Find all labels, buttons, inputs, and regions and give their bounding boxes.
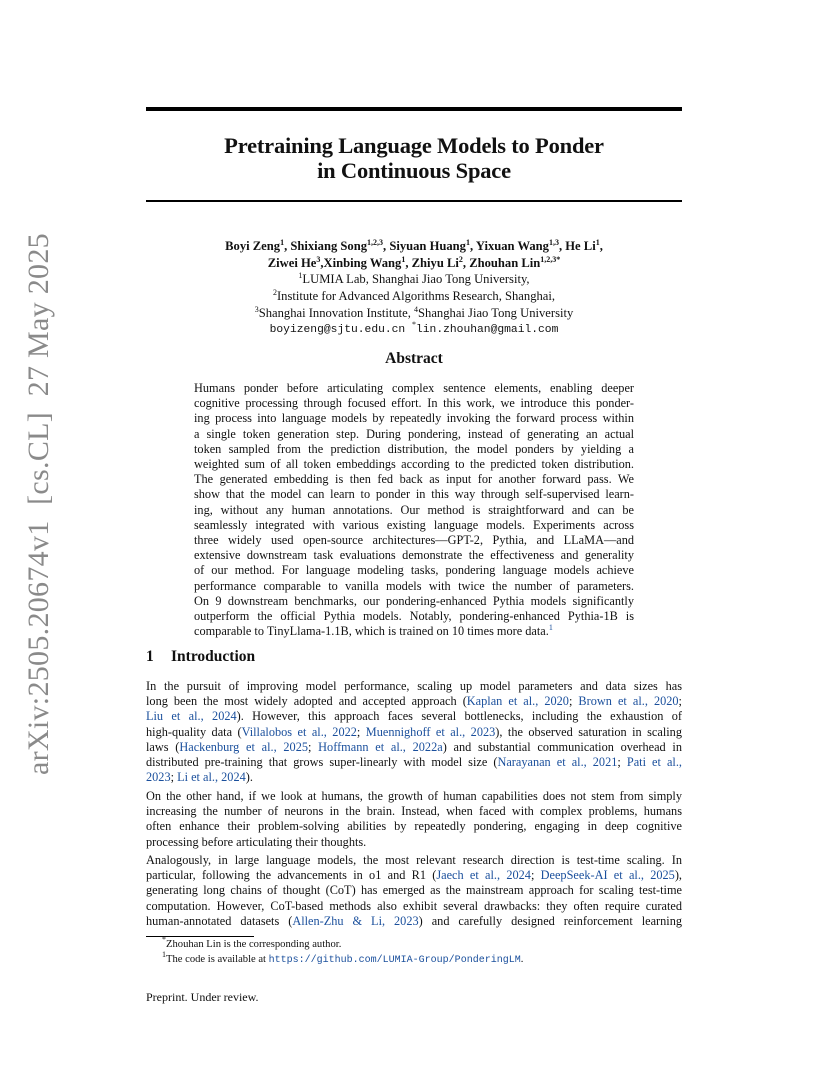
footnote-mark: 1 xyxy=(162,949,166,959)
citation-link[interactable]: Allen-Zhu & Li, 2023 xyxy=(292,913,419,928)
section-number: 1 xyxy=(146,648,154,665)
abstract-line xyxy=(194,624,634,639)
footnote-text: . xyxy=(520,953,524,965)
text: ). xyxy=(245,770,253,785)
para-line: In the pursuit of improving model performance, scaling up model parameters and data sizes has xyxy=(146,679,682,693)
text: particular, following the advancements in o1 and R1 ( xyxy=(146,868,437,883)
citation-link[interactable]: Hoffmann et al., 2022a xyxy=(318,739,443,754)
para-line xyxy=(146,868,682,883)
text: ; xyxy=(308,739,319,754)
author-line-2: Ziwei He$^3$,Xinbing Wang$^1$, Zhiyu Li$^2$, Zhouhan Lin$^{1,2,3*}$ xyxy=(267,254,561,270)
para-line: computation. However, CoT-based methods also exhibit several drawbacks: they often require curated xyxy=(146,898,682,913)
intro-paragraph-3 xyxy=(146,853,682,929)
email-link[interactable]: lin.zhouhan@gmail.com xyxy=(416,323,559,336)
abstract-line: token sampled from the prediction distribution, the model ponders by yielding a xyxy=(194,441,634,456)
affiliation-mark: 1 xyxy=(280,238,285,247)
para-line: often enhance their problem-solving abilities by repeatedly pondering, engaging in deep cognitive xyxy=(146,819,682,834)
affiliation-mark: 1,2,3 xyxy=(367,238,384,247)
email-link[interactable]: boyizeng@sjtu.edu.cn xyxy=(269,323,406,336)
title-line-2: in Continuous Space xyxy=(317,158,511,183)
author-block xyxy=(146,238,682,338)
affiliation-mark: 2 xyxy=(272,288,277,298)
text: high-quality data ( xyxy=(146,724,242,739)
code-url-link[interactable]: https://github.com/LUMIA-Group/PonderingLM xyxy=(268,954,521,966)
title-top-rule xyxy=(146,107,682,111)
affiliation-1 xyxy=(146,271,682,288)
para-line xyxy=(146,914,682,929)
author-name: Siyuan Huang xyxy=(389,239,466,253)
para-line: processing before articulating their thoughts. xyxy=(146,834,367,849)
text: ; xyxy=(530,868,541,883)
affiliation-mark: 1,2,3* xyxy=(540,254,561,264)
section-heading-introduction xyxy=(146,648,255,666)
abstract-last-text: comparable to TinyLlama-1.1B, which is trained on 10 times more data. xyxy=(194,624,549,639)
para-line xyxy=(146,755,682,770)
text: laws ( xyxy=(146,739,180,754)
citation-link[interactable]: Pati et al., xyxy=(626,755,682,770)
text: distributed pre-training that grows super-linearly with model size ( xyxy=(146,755,498,770)
text: ), the observed saturation in scaling xyxy=(495,724,682,739)
title-bottom-rule xyxy=(146,200,682,202)
para-line xyxy=(146,770,682,785)
para-line xyxy=(146,694,682,709)
affiliation-text: Shanghai Jiao Tong University xyxy=(418,305,574,320)
section-title: Introduction xyxy=(171,648,256,665)
citation-link[interactable]: Villalobos et al., 2022 xyxy=(241,724,357,739)
author-name: Zhouhan Lin xyxy=(469,255,541,270)
footnotes xyxy=(162,935,524,968)
author-name: Boyi Zeng xyxy=(225,239,281,253)
abstract-line: extensive downstream task evaluations demonstrate the effectiveness and generality xyxy=(194,548,634,563)
author-name: Xinbing Wang xyxy=(323,255,402,270)
citation-link[interactable]: Jaech et al., 2024 xyxy=(436,868,531,883)
affiliation-2 xyxy=(146,288,682,305)
para-line: increasing the number of neurons in the brain. Instead, when faced with complex problems, humans xyxy=(146,804,682,819)
footnote-code xyxy=(162,949,524,969)
abstract-line: outperform the official Pythia models. Notably, pondering-enhanced Pythia-1B is xyxy=(194,609,634,624)
abstract-body xyxy=(194,381,634,639)
text: human-annotated datasets ( xyxy=(146,913,293,928)
affiliation-mark: 4 xyxy=(414,304,419,314)
abstract-line: weighted sum of all token embeddings according to the predicted token distribution. xyxy=(194,457,634,472)
intro-paragraph-2 xyxy=(146,789,682,850)
preprint-footer: Preprint. Under review. xyxy=(146,990,259,1004)
text: ; xyxy=(678,694,682,709)
text: ). However, this approach faces several bottlenecks, including the exhaustion of xyxy=(236,709,682,724)
footnote-link[interactable]: 1 xyxy=(548,623,553,633)
abstract-line: show that the model can learn to ponder in this way through self-supervised learn- xyxy=(194,487,634,502)
affiliation-mark: 1 xyxy=(465,238,470,247)
affiliation-mark: 3 xyxy=(316,254,321,264)
abstract-line: three widely used open-source architectures—GPT-2, Pythia, and LLaMA—and xyxy=(194,533,634,548)
abstract-line: cognitive processing through focused effort. In this work, we introduce this ponder- xyxy=(194,396,634,411)
paper-title xyxy=(146,133,682,183)
para-line xyxy=(146,725,682,740)
author-name: He Li xyxy=(565,239,596,253)
text: ; xyxy=(356,724,366,739)
citation-link[interactable]: 2023 xyxy=(146,770,171,785)
arxiv-identifier: arXiv:2505.20674v1 [cs.CL] 27 May 2025 xyxy=(22,233,55,775)
footnote-mark: * xyxy=(162,935,166,944)
author-line-1: Boyi Zeng$^1$, Shixiang Song$^{1,2,3}$, Siyuan Huang$^1$, Yixuan Wang$^{1,3}$, He Li$^1$, xyxy=(225,238,603,253)
para-line: generating long chains of thought (CoT) has emerged as the mainstream approach for scaling test-time xyxy=(146,883,682,898)
citation-link[interactable]: Li et al., 2024 xyxy=(177,770,246,785)
citation-link[interactable]: Narayanan et al., 2021 xyxy=(497,755,618,770)
text: ), xyxy=(674,868,682,883)
affiliation-mark: 3 xyxy=(254,304,259,314)
citation-link[interactable]: Brown et al., 2020 xyxy=(578,694,679,709)
text: ) and carefully designed reinforcement learning xyxy=(418,913,682,928)
citation-link[interactable]: Liu et al., 2024 xyxy=(146,709,237,724)
text: ) and substantial communication overhead in xyxy=(442,739,682,754)
affiliation-text: Institute for Advanced Algorithms Research, Shanghai, xyxy=(276,289,556,304)
author-name: Ziwei He xyxy=(267,255,317,270)
text: ; xyxy=(568,694,579,709)
title-line-1: Pretraining Language Models to Ponder xyxy=(224,133,604,158)
citation-link[interactable]: Muennighoff et al., 2023 xyxy=(365,724,496,739)
affiliation-mark: 1 xyxy=(298,271,303,281)
para-line xyxy=(146,740,682,755)
affiliation-text: LUMIA Lab, Shanghai Jiao Tong University, xyxy=(302,272,530,287)
author-name: Yixuan Wang xyxy=(475,239,549,253)
citation-link[interactable]: DeepSeek-AI et al., 2025 xyxy=(540,868,675,883)
abstract-line: The generated embedding is then fed back as input for another forward pass. We xyxy=(194,472,634,487)
affiliation-mark: 1 xyxy=(401,254,406,264)
abstract-heading: Abstract xyxy=(385,350,443,367)
abstract-line: performance comparable to vanilla models with twice the number of parameters. xyxy=(194,578,634,593)
affiliation-mark: 1 xyxy=(595,238,600,247)
text: long been the most widely adopted and accepted approach ( xyxy=(146,694,467,709)
abstract-line: a single token generation step. During pondering, instead of generating an actual xyxy=(194,426,634,441)
email-line xyxy=(146,319,682,339)
footnote-corresponding xyxy=(162,935,523,953)
abstract-line: of our method. For language modeling tasks, pondering language models achieve xyxy=(194,563,634,578)
abstract-line: ing process into language models by repeatedly invoking the forward process within xyxy=(194,411,634,426)
arxiv-stamp xyxy=(0,0,60,1072)
para-line: Analogously, in large language models, the most relevant research direction is test-time scaling. In xyxy=(146,853,682,867)
text: ; xyxy=(617,755,627,770)
corresponding-mark: * xyxy=(412,319,416,329)
para-line xyxy=(146,709,682,724)
abstract-line: Humans ponder before articulating complex sentence elements, enabling deeper xyxy=(194,381,634,395)
affiliation-text: Shanghai Innovation Institute, xyxy=(258,305,411,320)
abstract-line: On 9 downstream benchmarks, our pondering-enhanced Pythia models significantly xyxy=(194,593,634,608)
footnote-text: The code is available at xyxy=(166,953,269,965)
intro-paragraph-1 xyxy=(146,679,682,785)
text: ; xyxy=(170,770,178,785)
author-name: Zhiyu Li xyxy=(411,255,459,270)
affiliation-mark: 2 xyxy=(458,254,463,264)
abstract-line: ing, without any human annotations. Our method is straightforward and can be xyxy=(194,502,634,517)
citation-link[interactable]: Hackenburg et al., 2025 xyxy=(179,739,308,754)
citation-link[interactable]: Kaplan et al., 2020 xyxy=(466,694,569,709)
affiliation-mark: 1,3 xyxy=(548,238,559,247)
footnote-text: Zhouhan Lin is the corresponding author. xyxy=(166,939,342,950)
para-line: On the other hand, if we look at humans, the growth of human capabilities does not stem from simply xyxy=(146,789,682,803)
author-name: Shixiang Song xyxy=(290,239,368,253)
abstract-line: seamlessly integrated with various existing language models. Experiments across xyxy=(194,517,634,532)
